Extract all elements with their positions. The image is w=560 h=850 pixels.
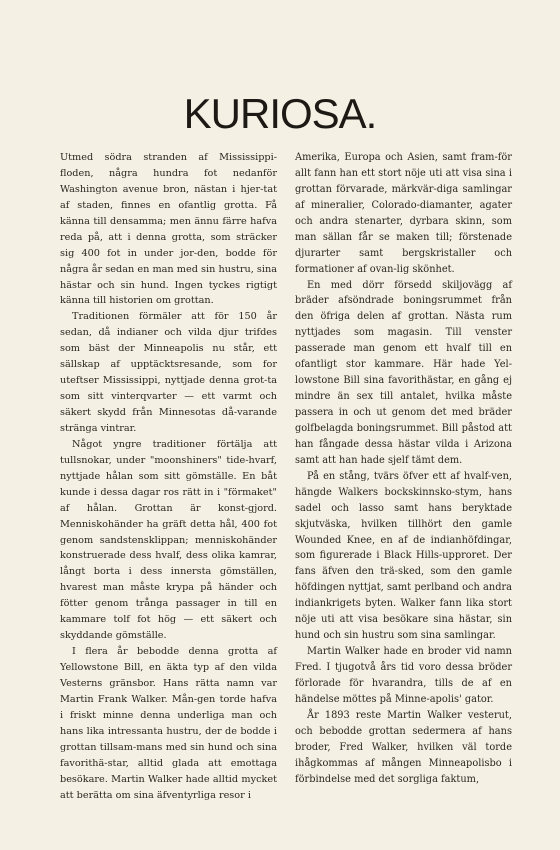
- paragraph: Något yngre traditioner förtälja att tullsnokar, under "moonshiners" tide-hvarf, nyttjade hålan som sitt gömställe. En båt kunde i dessa dagar ros rätt in i "förmaket" af hålan. Grottan är konst-gjord. Menniskohänder ha gräft detta hål, 400 fot genom sandstensklippan; menniskohänder konstruerade dess hvalf, dess olika kamrar, långt borta i dess innersta gömställen, hvarest man måste krypa på händer och fötter genom trånga passager in till en kammare tolf fot hög — ett säkert och skyddande gömställe.: [60, 438, 277, 642]
- paragraph: År 1893 reste Martin Walker vesterut, och bebodde grottan sedermera af hans broder, Fred Walker, hvilken väl torde ihågkommas af mången Minneapolisbo i förbindelse med det sorgliga faktum,: [295, 709, 512, 785]
- paragraph: Martin Walker hade en broder vid namn Fred. I tjugotvå års tid voro dessa bröder förlorade för hvarandra, tills de af en händelse möttes på Minne-apolis' gator.: [295, 646, 512, 705]
- page-title: KURIOSA.: [183, 90, 377, 137]
- left-column: [60, 150, 277, 803]
- paragraph: Amerika, Europa och Asien, samt fram-för allt fann han ett stort nöje uti att visa sina i grottan förvarade, märkvär-diga samlingar af mineralier, Colorado-diamanter, agater och andra stenarter, dyrbara skinn, som man sällan får se maken till; förstenade djurarter samt bergskristaller och formationer af ovan-lig skönhet.: [295, 152, 512, 275]
- right-column: [295, 150, 512, 788]
- paragraph: Traditionen förmäler att för 150 år sedan, då indianer och vilda djur trifdes som bäst der Minneapolis nu står, ett sällskap af upptäcktsresande, som for uteftser Mississippi, nyttjade denna grot-ta som sitt vinterqvarter — ett varmt och säkert skydd från Minnesotas då-varande stränga vintrar.: [60, 311, 277, 434]
- paragraph: På en stång, tvärs öfver ett af hvalf-ven, hängde Walkers bockskinnsko-stym, hans sadel och lasso samt hans beryktade skjutväska, hvilken tillhört den gamle Wounded Knee, en af de indianhöfdingar, som figurerade i Black Hills-upproret. Der fans äfven den trä-sked, som den gamle höfdingen nyttjat, samt perlband och andra indiankrigets byten. Walker fann lika stort nöje uti att visa besökare sina hästar, sin hund och sin hustru som sina samlingar.: [295, 470, 512, 642]
- paragraph: I flera år bebodde denna grotta af Yellowstone Bill, en äkta typ af den vilda Vesterns gränsbor. Hans rätta namn var Martin Frank Walker. Mån-gen torde hafva i friskt minne denna underliga man och hans lika intressanta hustru, der de bodde i grottan tillsam-mans med sin hund och sina favorithä-star, alltid glada att emottaga besökare. Martin Walker hade alltid mycket att berätta om sina äfventyrliga resor i: [60, 646, 277, 801]
- paragraph: Utmed södra stranden af Mississippi-floden, några hundra fot nedanför Washington avenue bron, nästan i hjer-tat af staden, finnes en ofantlig grotta. Få känna till densamma; men ännu färre hafva reda på, att i denna grotta, som sträcker sig 400 fot in under jor-den, bodde för några år sedan en man med sin hustru, sina hästar och sin hund. Ingen tyckes rigtigt känna till historien om grottan.: [60, 152, 277, 307]
- paragraph: En med dörr försedd skiljovägg af bräder afsöndrade boningsrummet från den öfriga delen af grottan. Nästa rum nyttjades som magasin. Till venster passerade man genom ett hvalf till en ofantligt stor kammare. Här hade Yel-lowstone Bill sina favorithästar, en gång ej mindre än sex till antalet, hvilka måste passera in och ut genom det med bräder golfbelagda boningsrummet. Bill påstod att han fångade dessa hästar vilda i Arizona samt att han hade sjelf tämt dem.: [295, 279, 512, 466]
